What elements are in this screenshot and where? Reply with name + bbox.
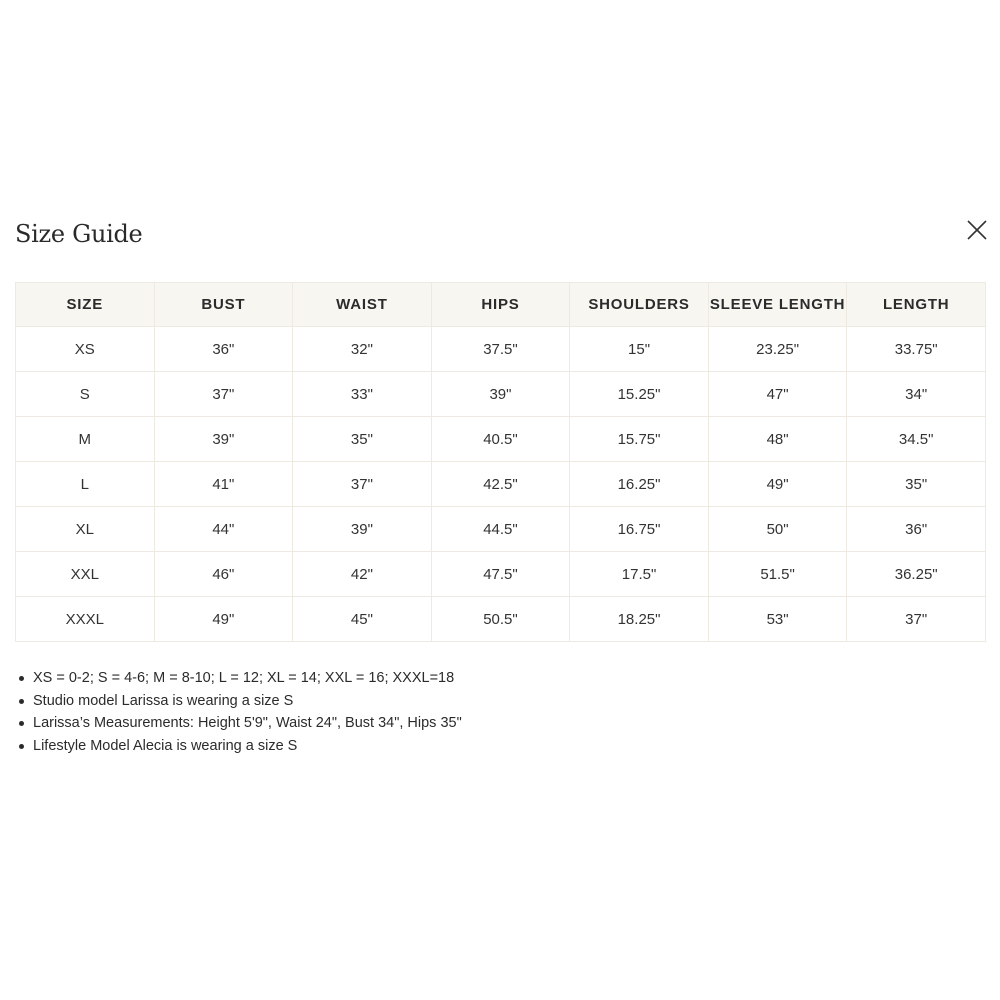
cell-hips: 40.5" xyxy=(431,417,570,462)
cell-length: 37" xyxy=(847,597,986,642)
cell-hips: 39" xyxy=(431,372,570,417)
cell-waist: 39" xyxy=(293,507,432,552)
cell-shoulders: 18.25" xyxy=(570,597,709,642)
cell-sleeve-length: 23.25" xyxy=(708,327,847,372)
size-notes-list xyxy=(15,667,462,757)
cell-bust: 49" xyxy=(154,597,293,642)
column-header-length: LENGTH xyxy=(847,283,986,327)
cell-hips: 42.5" xyxy=(431,462,570,507)
cell-waist: 45" xyxy=(293,597,432,642)
cell-shoulders: 15" xyxy=(570,327,709,372)
cell-bust: 36" xyxy=(154,327,293,372)
cell-sleeve-length: 49" xyxy=(708,462,847,507)
size-table xyxy=(15,282,986,642)
table-row xyxy=(16,417,986,462)
cell-waist: 33" xyxy=(293,372,432,417)
cell-hips: 47.5" xyxy=(431,552,570,597)
cell-shoulders: 16.25" xyxy=(570,462,709,507)
cell-length: 33.75" xyxy=(847,327,986,372)
cell-sleeve-length: 47" xyxy=(708,372,847,417)
note-item: Lifestyle Model Alecia is wearing a size S xyxy=(33,735,462,758)
cell-sleeve-length: 51.5" xyxy=(708,552,847,597)
cell-sleeve-length: 50" xyxy=(708,507,847,552)
table-row xyxy=(16,507,986,552)
table-row xyxy=(16,597,986,642)
column-header-bust: BUST xyxy=(154,283,293,327)
cell-hips: 50.5" xyxy=(431,597,570,642)
note-item: Studio model Larissa is wearing a size S xyxy=(33,690,462,713)
cell-sleeve-length: 48" xyxy=(708,417,847,462)
cell-shoulders: 16.75" xyxy=(570,507,709,552)
cell-hips: 44.5" xyxy=(431,507,570,552)
close-icon xyxy=(963,216,991,244)
table-row xyxy=(16,552,986,597)
close-button[interactable] xyxy=(963,216,991,244)
table-row xyxy=(16,462,986,507)
cell-length: 36.25" xyxy=(847,552,986,597)
column-header-size: SIZE xyxy=(16,283,155,327)
note-item: Larissa’s Measurements: Height 5'9", Waist 24", Bust 34", Hips 35" xyxy=(33,712,462,735)
cell-size: XXL xyxy=(16,552,155,597)
table-row xyxy=(16,372,986,417)
cell-size: M xyxy=(16,417,155,462)
cell-bust: 39" xyxy=(154,417,293,462)
cell-length: 35" xyxy=(847,462,986,507)
cell-shoulders: 15.25" xyxy=(570,372,709,417)
column-header-shoulders: SHOULDERS xyxy=(570,283,709,327)
cell-length: 36" xyxy=(847,507,986,552)
modal-title: Size Guide xyxy=(15,220,143,248)
cell-bust: 44" xyxy=(154,507,293,552)
cell-waist: 32" xyxy=(293,327,432,372)
cell-bust: 41" xyxy=(154,462,293,507)
cell-bust: 46" xyxy=(154,552,293,597)
table-header-row xyxy=(16,283,986,327)
table-body xyxy=(16,327,986,642)
cell-size: L xyxy=(16,462,155,507)
cell-hips: 37.5" xyxy=(431,327,570,372)
cell-length: 34.5" xyxy=(847,417,986,462)
cell-size: S xyxy=(16,372,155,417)
cell-waist: 42" xyxy=(293,552,432,597)
table-row xyxy=(16,327,986,372)
cell-shoulders: 17.5" xyxy=(570,552,709,597)
column-header-hips: HIPS xyxy=(431,283,570,327)
cell-waist: 37" xyxy=(293,462,432,507)
column-header-sleeve-length: SLEEVE LENGTH xyxy=(708,283,847,327)
column-header-waist: WAIST xyxy=(293,283,432,327)
cell-size: XXXL xyxy=(16,597,155,642)
cell-shoulders: 15.75" xyxy=(570,417,709,462)
table-header xyxy=(16,283,986,327)
note-item: XS = 0-2; S = 4-6; M = 8-10; L = 12; XL = 14; XXL = 16; XXXL=18 xyxy=(33,667,462,690)
cell-size: XL xyxy=(16,507,155,552)
cell-bust: 37" xyxy=(154,372,293,417)
cell-waist: 35" xyxy=(293,417,432,462)
cell-size: XS xyxy=(16,327,155,372)
cell-length: 34" xyxy=(847,372,986,417)
cell-sleeve-length: 53" xyxy=(708,597,847,642)
